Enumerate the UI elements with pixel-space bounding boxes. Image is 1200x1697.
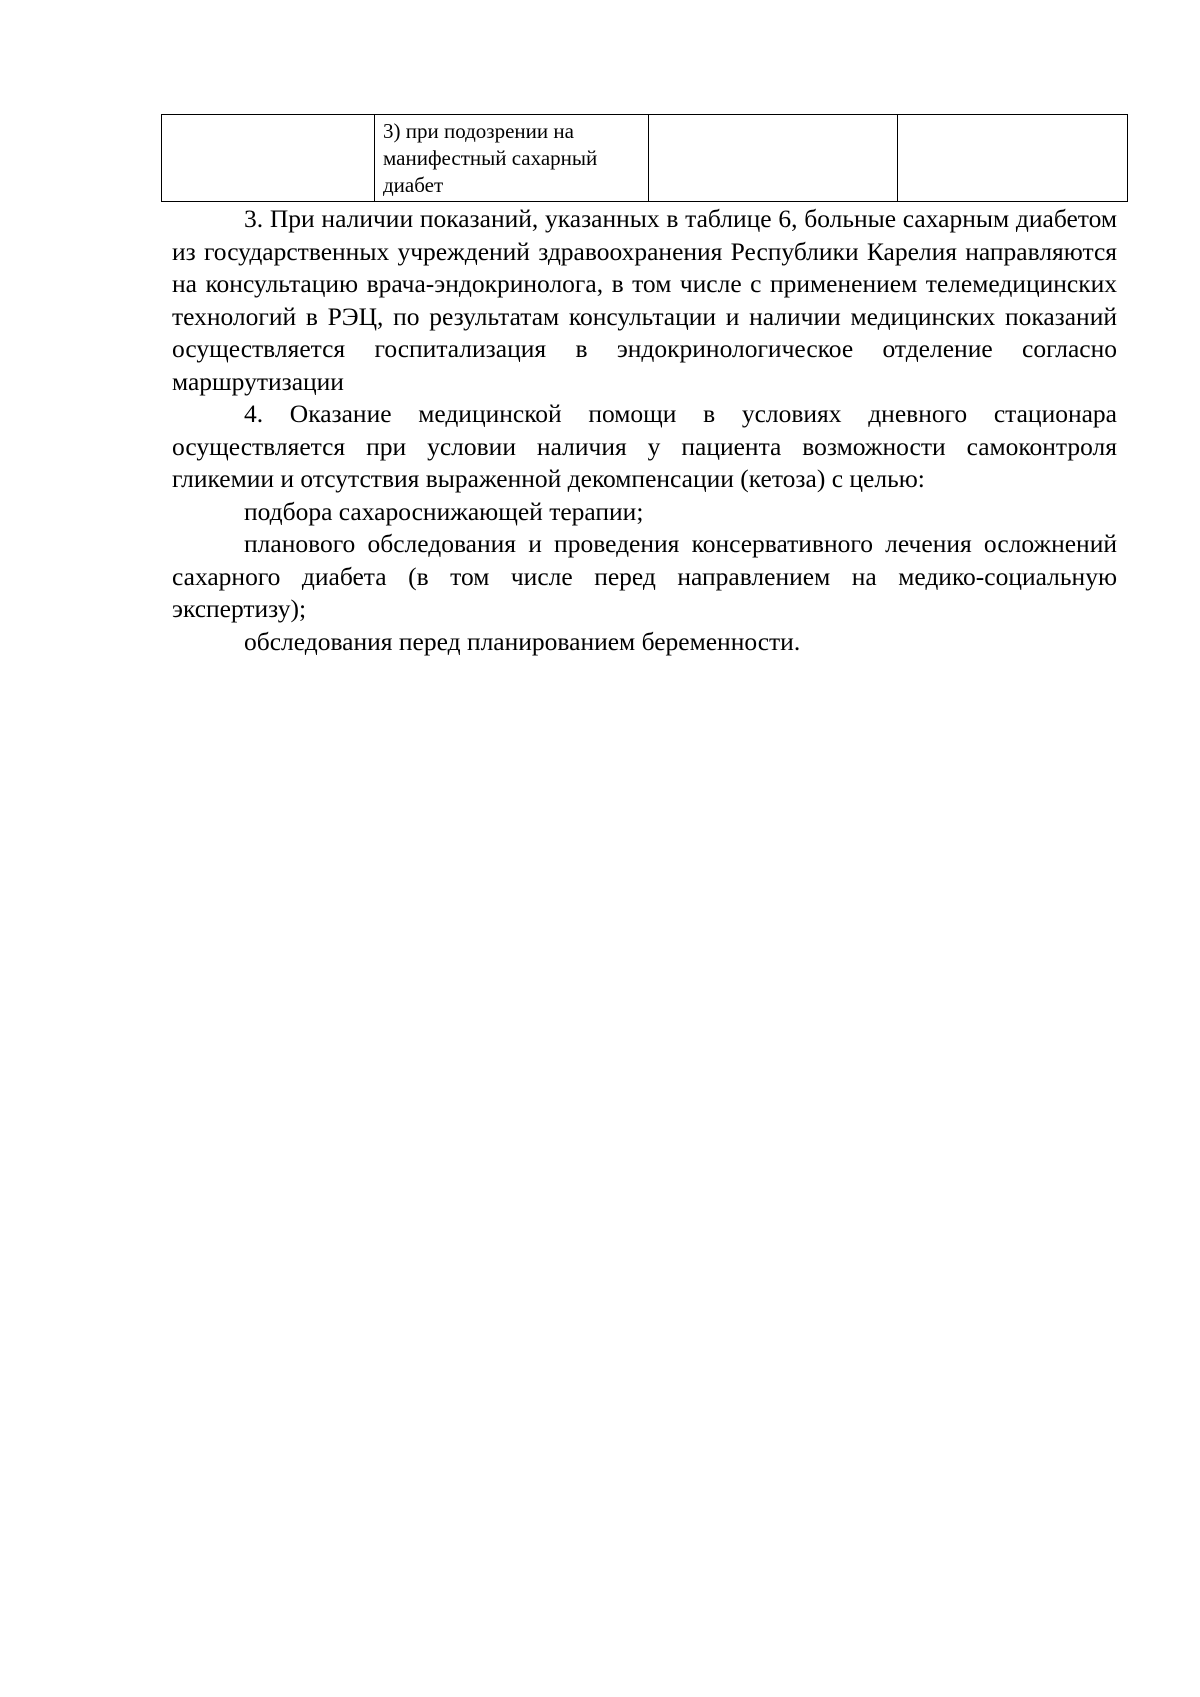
paragraph-3: 3. При наличии показаний, указанных в таблице 6, больные сахарным диабетом из государственных учреждений здравоохранения Республики Карелия направляются на консультацию врача-эндокринолога, в том числе с применением телемедицинских технологий в РЭЦ, по результатам консультации и наличии медицинских показаний осуществляется госпитализация в эндокринологическое отделение согласно маршрутизации	[172, 204, 1117, 396]
table-cell	[898, 115, 1128, 202]
list-item-examination: планового обследования и проведения консервативного лечения осложнений сахарного диабета (в том числе перед направлением на медико-социальную экспертизу);	[172, 529, 1117, 623]
table-cell: 3) при подозрении на манифестный сахарный диабет	[375, 115, 649, 202]
list-item-pregnancy: обследования перед планированием беременности.	[244, 626, 801, 656]
table-cell	[162, 115, 375, 202]
list-item-therapy: подбора сахароснижающей терапии;	[244, 496, 644, 526]
table-fragment	[161, 114, 1128, 202]
table-row	[162, 115, 1128, 202]
paragraph-4: 4. Оказание медицинской помощи в условиях дневного стационара осуществляется при условии наличия у пациента возможности самоконтроля гликемии и отсутствия выраженной декомпенсации (кетоза) с целью:	[172, 399, 1117, 493]
table-cell	[649, 115, 898, 202]
document-body	[172, 203, 1117, 658]
